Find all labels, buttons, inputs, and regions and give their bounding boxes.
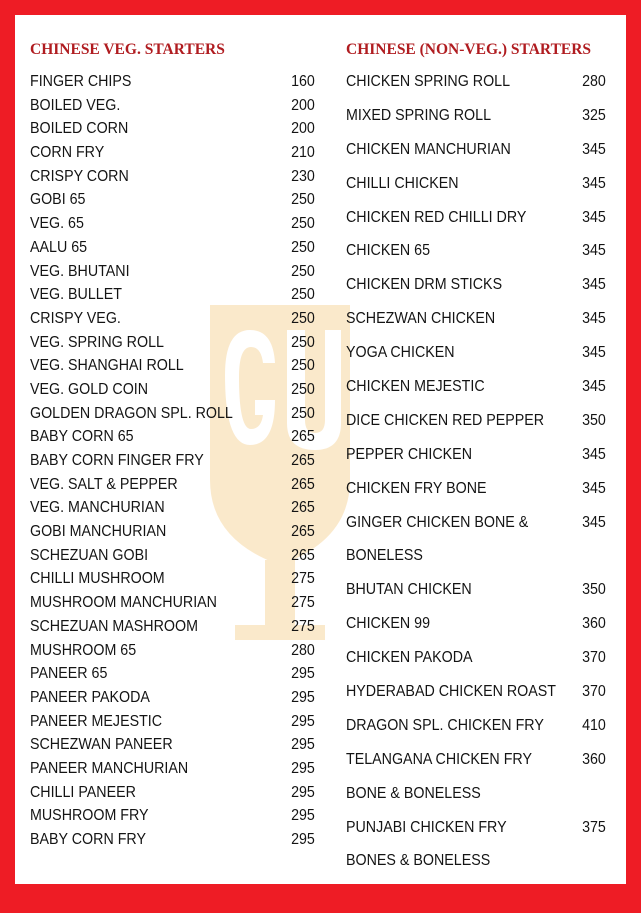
menu-item-row	[346, 207, 606, 241]
menu-item-name: TELANGANA CHICKEN FRY	[346, 750, 532, 768]
menu-item-name: VEG. 65	[30, 215, 84, 233]
menu-item-name: VEG. SHANGHAI ROLL	[30, 357, 184, 375]
menu-item-row	[30, 71, 315, 95]
menu-item-price: 295	[291, 712, 315, 730]
menu-item-row	[30, 118, 315, 142]
menu-item-name: SCHEZWAN PANEER	[30, 736, 173, 754]
menu-item-name: BOILED VEG.	[30, 96, 121, 114]
menu-item-row	[30, 403, 315, 427]
menu-item-name: BONELESS	[346, 547, 423, 565]
menu-item-price: 325	[582, 106, 606, 124]
menu-item-name: CORN FRY	[30, 144, 105, 162]
menu-item-name: AALU 65	[30, 238, 88, 256]
menu-item-name: BABY CORN 65	[30, 428, 134, 446]
menu-item-name: BONES & BONELESS	[346, 852, 491, 870]
menu-item-price: 275	[291, 594, 315, 612]
menu-item-row	[30, 332, 315, 356]
menu-item-row	[30, 592, 315, 616]
menu-item-name: PANEER MANCHURIAN	[30, 759, 189, 777]
menu-item-price: 275	[291, 617, 315, 635]
menu-item-row	[346, 274, 606, 308]
menu-item-price: 250	[291, 404, 315, 422]
menu-item-row	[346, 715, 606, 749]
menu-item-price: 250	[291, 309, 315, 327]
menu-item-price: 280	[291, 641, 315, 659]
menu-item-row	[346, 376, 606, 410]
menu-item-row	[30, 616, 315, 640]
menu-item-name: CHICKEN MEJESTIC	[346, 378, 485, 396]
menu-item-name: GOBI MANCHURIAN	[30, 523, 167, 541]
menu-item-row	[346, 71, 606, 105]
menu-item-row	[30, 829, 315, 853]
menu-item-row	[346, 613, 606, 647]
menu-item-row	[30, 663, 315, 687]
menu-item-name: CHICKEN FRY BONE	[346, 479, 487, 497]
menu-item-price: 345	[582, 276, 606, 294]
menu-item-name: MUSHROOM FRY	[30, 807, 149, 825]
menu-item-row	[30, 640, 315, 664]
menu-item-row	[346, 647, 606, 681]
menu-item-name: CHICKEN MANCHURIAN	[346, 140, 511, 158]
menu-item-row	[346, 173, 606, 207]
menu-item-name: SCHEZWAN CHICKEN	[346, 310, 496, 328]
menu-item-price: 265	[291, 523, 315, 541]
menu-item-name: CHILLI CHICKEN	[346, 174, 459, 192]
menu-item-row	[30, 142, 315, 166]
menu-item-price: 295	[291, 807, 315, 825]
menu-item-price: 265	[291, 546, 315, 564]
menu-item-price: 345	[582, 378, 606, 396]
menu-item-row	[30, 521, 315, 545]
menu-item-price: 275	[291, 570, 315, 588]
menu-item-row	[30, 261, 315, 285]
menu-item-price: 295	[291, 665, 315, 683]
menu-item-price: 350	[582, 411, 606, 429]
menu-item-price: 265	[291, 475, 315, 493]
menu-item-name: BONE & BONELESS	[346, 784, 481, 802]
menu-item-name: YOGA CHICKEN	[346, 344, 455, 362]
menu-item-price: 360	[582, 615, 606, 633]
menu-item-price: 200	[291, 120, 315, 138]
menu-item-name: VEG. BHUTANI	[30, 262, 130, 280]
menu-item-name: CHILLI MUSHROOM	[30, 570, 165, 588]
menu-item-row	[346, 783, 606, 817]
menu-item-price: 250	[291, 380, 315, 398]
menu-item-name: PEPPER CHICKEN	[346, 445, 472, 463]
menu-item-row	[346, 342, 606, 376]
menu-item-price: 250	[291, 191, 315, 209]
menu-item-name: BABY CORN FINGER FRY	[30, 452, 204, 469]
menu-item-row	[30, 166, 315, 190]
menu-item-name: CHILLI PANEER	[30, 783, 136, 801]
menu-item-row	[346, 749, 606, 783]
menu-item-row	[346, 545, 606, 579]
menu-item-row	[30, 545, 315, 569]
menu-item-name: VEG. SALT & PEPPER	[30, 475, 178, 493]
menu-item-row	[30, 308, 315, 332]
menu-item-price: 370	[582, 649, 606, 667]
menu-item-name: CHICKEN PAKODA	[346, 649, 473, 667]
menu-item-price: 345	[582, 445, 606, 463]
menu-item-name: CRISPY CORN	[30, 167, 129, 185]
menu-item-row	[30, 379, 315, 403]
menu-item-name: VEG. BULLET	[30, 286, 122, 304]
menu-item-row	[30, 782, 315, 806]
menu-item-name: DRAGON SPL. CHICKEN FRY	[346, 716, 544, 734]
menu-item-name: VEG. GOLD COIN	[30, 380, 149, 398]
menu-item-price: 295	[291, 831, 315, 848]
menu-item-price: 280	[582, 73, 606, 90]
menu-item-row	[30, 95, 315, 119]
menu-item-price: 375	[582, 818, 606, 836]
menu-item-name: VEG. SPRING ROLL	[30, 333, 164, 351]
menu-item-price: 345	[582, 344, 606, 362]
menu-item-row	[30, 355, 315, 379]
menu-item-name: CHICKEN SPRING ROLL	[346, 73, 511, 90]
menu-item-name: MUSHROOM 65	[30, 641, 137, 659]
menu-item-row	[346, 308, 606, 342]
menu-item-price: 250	[291, 286, 315, 304]
menu-item-name: GOLDEN DRAGON SPL. ROLL	[30, 404, 233, 422]
menu-item-row	[346, 478, 606, 512]
menu-item-name: MUSHROOM MANCHURIAN	[30, 594, 217, 612]
menu-item-price: 295	[291, 759, 315, 777]
menu-item-price: 345	[582, 242, 606, 260]
menu-item-price: 345	[582, 174, 606, 192]
menu-item-name: BABY CORN FRY	[30, 831, 146, 848]
menu-item-row	[30, 734, 315, 758]
menu-item-price: 200	[291, 96, 315, 114]
menu-item-name: PUNJABI CHICKEN FRY	[346, 818, 507, 836]
menu-item-price: 295	[291, 783, 315, 801]
menu-item-name: BOILED CORN	[30, 120, 129, 138]
menu-item-name: PANEER 65	[30, 665, 108, 683]
menu-item-row	[30, 474, 315, 498]
menu-item-name: DICE CHICKEN RED PEPPER	[346, 411, 545, 429]
menu-item-name: CHICKEN DRM STICKS	[346, 276, 503, 294]
nonveg-starters-list	[346, 71, 606, 884]
menu-item-name: FINGER CHIPS	[30, 73, 132, 90]
menu-item-row	[30, 568, 315, 592]
menu-item-name: CHICKEN 99	[346, 615, 431, 633]
veg-starters-heading: CHINESE VEG. STARTERS	[30, 41, 225, 58]
menu-item-row	[30, 711, 315, 735]
menu-item-row	[30, 450, 315, 474]
menu-item-name: CHICKEN RED CHILLI DRY	[346, 208, 527, 226]
menu-item-price: 345	[582, 208, 606, 226]
menu-item-row	[30, 213, 315, 237]
menu-item-name: VEG. MANCHURIAN	[30, 499, 165, 517]
menu-item-row	[30, 426, 315, 450]
menu-item-row	[346, 139, 606, 173]
menu-item-price: 360	[582, 750, 606, 768]
menu-item-row	[30, 687, 315, 711]
menu-item-name: CHICKEN 65	[346, 242, 431, 260]
menu-item-name: PANEER PAKODA	[30, 688, 150, 706]
menu-item-price: 265	[291, 428, 315, 446]
menu-item-name: CRISPY VEG.	[30, 309, 121, 327]
menu-item-price: 345	[582, 479, 606, 497]
menu-item-price: 295	[291, 736, 315, 754]
menu-item-price: 295	[291, 688, 315, 706]
menu-item-row	[30, 805, 315, 829]
menu-item-price: 345	[582, 513, 606, 531]
menu-item-name: GOBI 65	[30, 191, 86, 209]
menu-item-price: 230	[291, 167, 315, 185]
menu-item-price: 250	[291, 333, 315, 351]
menu-item-row	[346, 512, 606, 546]
menu-item-row	[30, 237, 315, 261]
menu-item-row	[30, 189, 315, 213]
menu-item-row	[346, 105, 606, 139]
menu-item-name: HYDERABAD CHICKEN ROAST	[346, 683, 556, 701]
menu-item-name: SCHEZUAN GOBI	[30, 546, 149, 564]
nonveg-starters-heading: CHINESE (NON-VEG.) STARTERS	[346, 41, 592, 58]
menu-item-price: 350	[582, 581, 606, 599]
menu-item-row	[346, 850, 606, 884]
menu-item-price: 265	[291, 499, 315, 517]
menu-item-row	[346, 579, 606, 613]
menu-item-name: SCHEZUAN MASHROOM	[30, 617, 198, 635]
menu-item-name: MIXED SPRING ROLL	[346, 106, 492, 124]
menu-item-name: BHUTAN CHICKEN	[346, 581, 472, 599]
menu-item-price: 410	[582, 716, 606, 734]
menu-item-row	[346, 817, 606, 851]
menu-item-row	[346, 410, 606, 444]
menu-item-price: 370	[582, 683, 606, 701]
menu-sheet	[15, 15, 626, 884]
menu-item-row	[346, 240, 606, 274]
menu-item-row	[30, 284, 315, 308]
veg-starters-list	[30, 71, 315, 853]
menu-item-name: GINGER CHICKEN BONE &	[346, 513, 529, 531]
menu-item-price: 250	[291, 215, 315, 233]
menu-item-price: 210	[291, 144, 315, 162]
menu-item-price: 345	[582, 140, 606, 158]
menu-item-price: 265	[291, 452, 315, 469]
menu-item-price: 250	[291, 238, 315, 256]
menu-item-price: 160	[291, 73, 315, 90]
menu-item-row	[346, 681, 606, 715]
menu-item-price: 250	[291, 357, 315, 375]
menu-item-row	[346, 444, 606, 478]
menu-item-row	[30, 758, 315, 782]
menu-item-name: PANEER MEJESTIC	[30, 712, 163, 730]
menu-item-price: 250	[291, 262, 315, 280]
menu-item-price: 345	[582, 310, 606, 328]
menu-item-row	[30, 497, 315, 521]
